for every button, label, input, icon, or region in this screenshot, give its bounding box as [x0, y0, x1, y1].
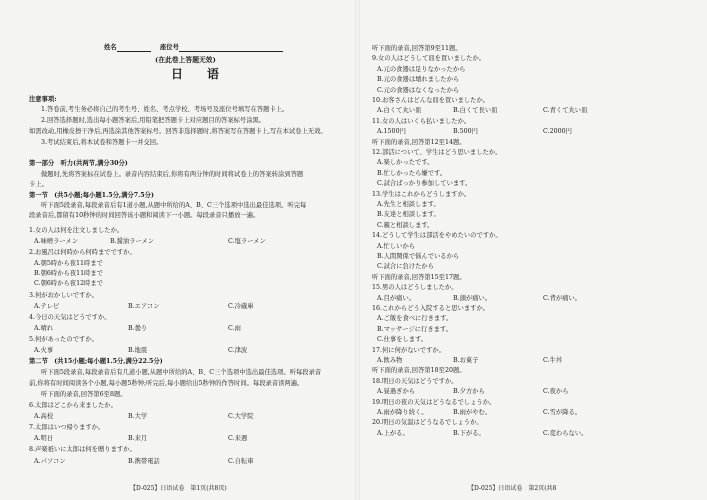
- q5-option-c[interactable]: C.津波: [228, 347, 248, 354]
- q8-option-a[interactable]: A.パソコン: [34, 458, 66, 465]
- question-2: 2.お風呂は何時から何時までですか。: [29, 249, 136, 256]
- q2-option-c[interactable]: C.朝6時から夜12時まで: [34, 280, 103, 287]
- q4-option-c[interactable]: C.雨: [228, 325, 241, 332]
- option-line[interactable]: A.ご飯を食べに行きます。: [377, 315, 453, 323]
- notes-title: 注意事项:: [29, 96, 57, 103]
- q6-option-b[interactable]: B.大学: [128, 413, 148, 420]
- question-line: 听下面的录音,回答第12至14题。: [372, 138, 466, 146]
- option-a[interactable]: A.1500円: [377, 128, 406, 136]
- option-c[interactable]: C.背が痛い。: [543, 294, 582, 302]
- section1-desc-cont: 段录音后,都留有10秒钟的时间回答该小题和阅读下一小题。每段录音只播放一遍。: [29, 212, 260, 219]
- option-line[interactable]: A.先生と相談します。: [377, 201, 440, 208]
- option-line[interactable]: C.仕事をします。: [377, 336, 428, 344]
- part1-title: 第一部分 听力(共两节,满分30分): [29, 160, 128, 167]
- section1-desc: 听下面5段录音,每段录音后有1道小题,从题中所给的A、B、C三个选项中选出最佳选项。听完每: [41, 202, 307, 209]
- invalid-note: (在此卷上答题无效): [155, 56, 216, 64]
- note-3: 3.考试结束后,将本试卷和答题卡一并交回。: [41, 139, 163, 146]
- section2-desc: 听下面5段录音,每段录音后有几道小题,从题中所给的A、B、C三个选项中选出最佳选项。听每段录音: [41, 369, 322, 376]
- option-line[interactable]: B.友達と相談します。: [377, 211, 440, 219]
- question-8: 8.声楽祇いに太郎は何を贈りますか。: [29, 446, 136, 453]
- question-line: 15.男の人はどうしましたか。: [372, 284, 458, 292]
- q3-option-a[interactable]: A.テレビ: [34, 303, 60, 310]
- option-line[interactable]: A.元の食器は足りなかったから: [377, 65, 466, 73]
- q8-option-b[interactable]: B.携帯電話: [128, 458, 160, 465]
- q3-option-c[interactable]: C.冷蔵庫: [228, 303, 254, 310]
- option-line[interactable]: C.親と相談します。: [377, 221, 434, 229]
- question-line: 10.お客さんはどんな皿を買いましたか。: [372, 97, 490, 104]
- page-2: [360, 0, 707, 500]
- option-a[interactable]: A.雨が降り続く。: [377, 409, 428, 416]
- question-4: 4.今日の天気はどうですか。: [29, 314, 111, 321]
- option-b[interactable]: B.白くて長い皿: [453, 107, 498, 115]
- question-line: 听下面的录音,回答第9至11题。: [372, 45, 462, 52]
- q6-option-c[interactable]: C.大学院: [228, 413, 254, 420]
- option-line[interactable]: C.試合ばっかり参加しています。: [377, 180, 472, 188]
- option-line[interactable]: C.元の食器はなくなったから: [377, 86, 460, 94]
- q5-option-a[interactable]: A.火事: [34, 347, 54, 354]
- question-line: 11.女の人はいくら払いましたか。: [372, 117, 471, 125]
- note-2-cont: 如需改动,用橡皮擦干净后,再选涂其他答案标号。回答非选择题时,将答案写在答题卡上,写在本试卷上无效。: [29, 128, 327, 135]
- option-line[interactable]: B.マッサージに行きます。: [377, 325, 453, 333]
- q6-option-a[interactable]: A.高校: [34, 413, 54, 420]
- page-1-footer: 【D-025】日语试卷 第1页(共8页): [130, 485, 227, 492]
- option-c[interactable]: C.変わらない。: [543, 429, 588, 437]
- question-line: 13.学生はこれからどうしますか。: [372, 190, 471, 198]
- name-blank: [117, 45, 151, 52]
- section2-title: 第二节 (共15小题;每小题1.5分,满分22.5分): [29, 358, 163, 365]
- page-title: 日 语: [171, 67, 226, 81]
- option-b[interactable]: B.お菓子: [453, 357, 479, 364]
- option-c[interactable]: C.2000円: [543, 128, 572, 136]
- option-b[interactable]: B.頭が痛い。: [453, 294, 492, 302]
- option-line[interactable]: A.楽しかったです。: [377, 159, 434, 167]
- option-b[interactable]: B.雨がやむ。: [453, 409, 492, 416]
- q4-option-b[interactable]: B.曇り: [128, 325, 148, 332]
- q8-option-c[interactable]: C.自転車: [228, 458, 254, 465]
- note-1: 1.答卷前,考生务必将自己的考生号、姓名、考点学校、考场号及座位号填写在答题卡上。: [41, 106, 289, 113]
- option-line[interactable]: B.元の食器は壊れましたから: [377, 76, 460, 84]
- option-c[interactable]: C.牛丼: [543, 357, 563, 364]
- question-line: 20.明日の気温はどうなるでしょうか。: [372, 419, 483, 427]
- q1-option-a[interactable]: A.味噌ラーメン: [34, 238, 79, 245]
- option-a[interactable]: A.白くて丸い皿: [377, 107, 422, 115]
- option-a[interactable]: A.飲み物: [377, 357, 403, 364]
- question-line: 16.これからどう入院すると思いますか。: [372, 305, 490, 312]
- question-1: 1.女の人は何を注文しましたか。: [29, 227, 124, 234]
- option-a[interactable]: A.目が痛い。: [377, 294, 416, 302]
- note-2: 2.回答选择题时,选出每小题答案后,用铅笔把答题卡上对应题目的答案标号涂黑。: [41, 117, 266, 124]
- option-a[interactable]: A.昼過ぎから: [377, 388, 416, 396]
- question-line: 19.明日の夜の天気はどうなるでしょうか。: [372, 398, 496, 406]
- name-field: [104, 44, 151, 52]
- option-b[interactable]: B.夕方から: [453, 388, 485, 396]
- q2-option-a[interactable]: A.朝5時から夜11時まで: [34, 260, 103, 267]
- part1-intro: 做题时,先将答案标在试卷上。录音内容结束后,你将有两分钟的时间将试卷上的答案转涂到答题: [41, 171, 304, 178]
- seat-label: 座位号: [160, 44, 179, 51]
- question-line: 12.部活について、学生はどう思いましたか。: [372, 149, 502, 156]
- option-b[interactable]: B.下がる。: [453, 429, 485, 437]
- section1-title: 第一节 (共5小题;每小题1.5分,满分7.5分): [29, 192, 154, 199]
- section2-q6-8-intro: 听下面的录音,回答第6至8题。: [41, 391, 127, 398]
- seat-blank: [179, 45, 283, 52]
- question-7: 7.太郎はいつ帰りますか。: [29, 424, 105, 431]
- question-line: 听下面的录音,回答第15至17题。: [372, 273, 466, 281]
- seat-field: [160, 44, 283, 52]
- option-line[interactable]: B.忙しかったら嫌です。: [377, 169, 447, 177]
- section2-desc-cont: 前,你将有时间阅读各个小题,每小题5秒钟;听完后,每小题给出5秒钟的作答时间。每段录音读两遍。: [29, 380, 304, 387]
- question-3: 3.何がおかしいですか。: [29, 292, 98, 299]
- part1-intro-cont: 卡上。: [29, 181, 48, 188]
- question-line: 18.明日の天気はどうですか。: [372, 377, 458, 385]
- q2-option-b[interactable]: B.朝6時から夜11時まで: [34, 270, 104, 277]
- option-c[interactable]: C.雪が降る。: [543, 409, 582, 416]
- q7-option-b[interactable]: B.来月: [128, 435, 148, 442]
- option-line[interactable]: B.人間関係で悩んでいるから: [377, 253, 460, 260]
- option-c[interactable]: C.夜から: [543, 388, 569, 396]
- q7-option-a[interactable]: A.明日: [34, 435, 54, 442]
- question-6: 6.太郎はどこから来ましたか。: [29, 402, 117, 409]
- q4-option-a[interactable]: A.晴れ: [34, 325, 54, 332]
- page-2-footer: 【D-025】日语试卷 第2页(共8: [468, 485, 557, 492]
- question-5: 5.何があったのですか。: [29, 336, 98, 343]
- q7-option-c[interactable]: C.来週: [228, 435, 248, 442]
- question-line: 听下面的录音,回答第18至20题。: [372, 367, 466, 375]
- q3-option-b[interactable]: B.エアコン: [128, 303, 160, 310]
- q1-option-b[interactable]: B.醤油ラーメン: [110, 238, 155, 245]
- question-line: 14.どうして学生は部活をやめたいのですか。: [372, 232, 502, 240]
- q1-option-c[interactable]: C.塩ラーメン: [228, 238, 266, 245]
- option-line[interactable]: C.試合に負けたから: [377, 263, 434, 271]
- option-c[interactable]: C.青くて丸い皿: [543, 107, 588, 115]
- option-b[interactable]: B.500円: [453, 128, 478, 136]
- question-line: 17.何に何がないですか。: [372, 346, 445, 354]
- option-a[interactable]: A.上がる。: [377, 429, 409, 437]
- q5-option-b[interactable]: B.地震: [128, 347, 148, 354]
- option-line[interactable]: A.忙しいから: [377, 242, 416, 250]
- name-label: 姓名: [104, 44, 117, 51]
- question-line: 9.女の人はどうして皿を買いましたか。: [372, 55, 486, 63]
